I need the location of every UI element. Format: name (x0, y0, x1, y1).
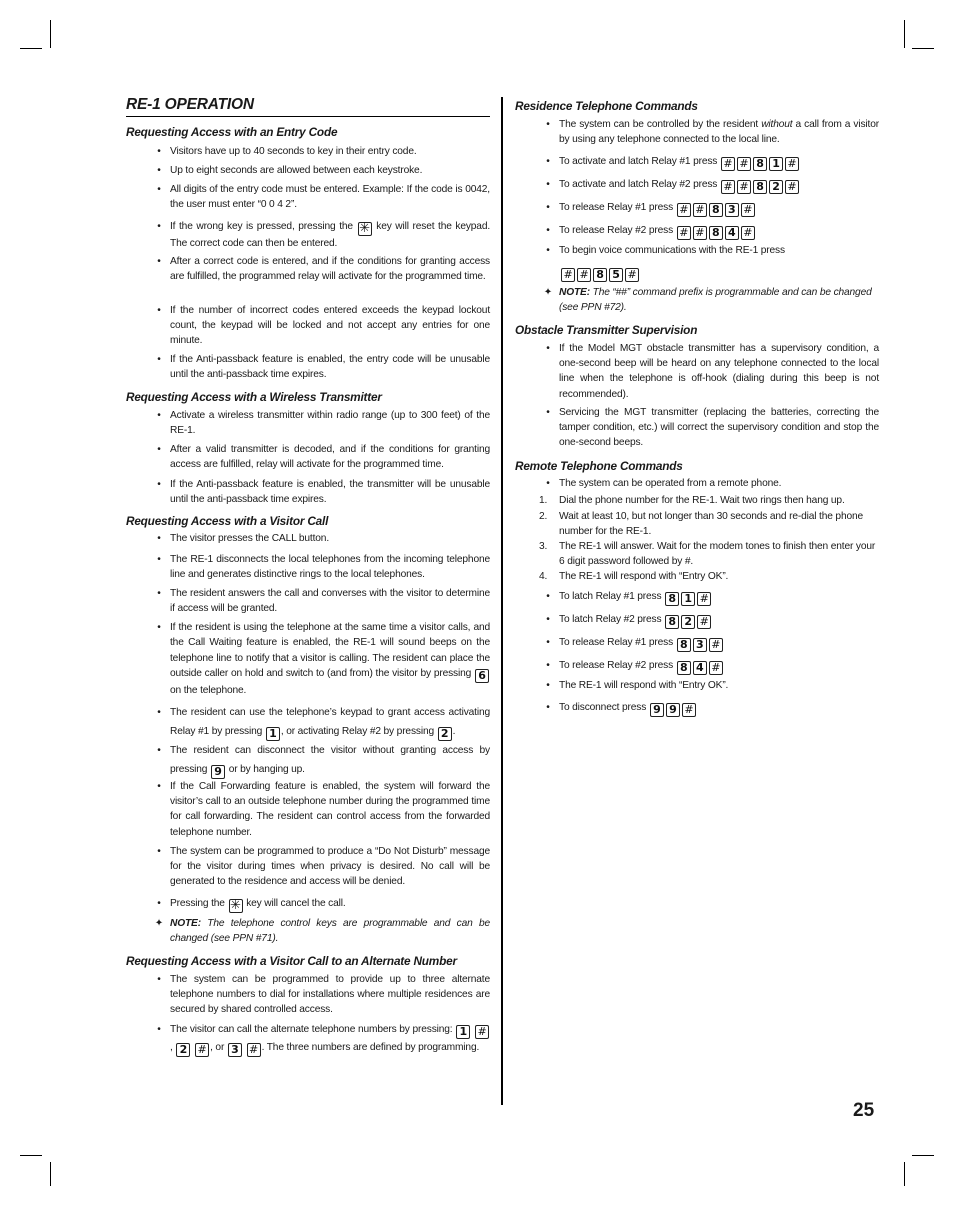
list-item: • The RE-1 will respond with “Entry OK”. (546, 680, 729, 691)
key-1-icon: 1 (266, 727, 280, 741)
key-4-icon: 4 (725, 226, 739, 240)
section-heading-alternate-number: Requesting Access with a Visitor Call to an Alternate Number (126, 954, 457, 968)
list-item: • All digits of the entry code must be entered. Example: If the code is 0042, the user must enter “0 0 4 2”. (157, 184, 490, 211)
list-item: 2. Wait at least 10, but not longer than 30 seconds and re-dial the phone number for the RE-1. (539, 511, 864, 538)
key-1-icon: 1 (681, 592, 695, 606)
list-item: 4. The RE-1 will respond with “Entry OK”. (539, 571, 729, 582)
key-2-icon: 2 (769, 180, 783, 194)
key-2-icon: 2 (438, 727, 452, 741)
list-item: • The visitor can call the alternate telephone numbers by pressing: 1 #, 2 # , or 3 # . The three numbers are defined by programming. (170, 1021, 490, 1057)
command-latch-relay-1: • To latch Relay #1 press 8 1 # (559, 589, 879, 606)
hash-key-icon: # (475, 1025, 489, 1039)
key-9-icon: 9 (666, 703, 680, 717)
key-8-icon: 8 (593, 268, 607, 282)
key-4-icon: 4 (693, 661, 707, 675)
crop-mark (20, 1155, 42, 1156)
command-activate-relay-1: • To activate and latch Relay #1 press # # 8 1 # (559, 154, 879, 171)
key-9-icon: 9 (211, 765, 225, 779)
page-number: 25 (853, 1100, 875, 1121)
command-activate-relay-2: • To activate and latch Relay #2 press # # 8 2 # (559, 177, 879, 194)
section-heading-visitor-call: Requesting Access with a Visitor Call (126, 514, 329, 528)
crop-mark (20, 48, 42, 49)
section-heading-residence-commands: Residence Telephone Commands (515, 99, 698, 113)
page-title: RE-1 OPERATION (126, 95, 490, 117)
key-1-icon: 1 (769, 157, 783, 171)
key-5-icon: 5 (609, 268, 623, 282)
list-item: • Servicing the MGT transmitter (replacing the batteries, correcting the tamper condition, etc.) will correct the supervisory condition and stop the one-second beeps. (546, 407, 879, 449)
command-release-relay-2: • To release Relay #2 press # # 8 4 # (559, 223, 879, 240)
key-6-icon: 6 (475, 669, 489, 683)
note-marker-icon: ✦ (154, 918, 164, 929)
command-release-relay-1: • To release Relay #1 press 8 3 # (559, 635, 879, 652)
list-item: • The resident can use the telephone’s keypad to grant access activating Relay #1 by pressing 1 , or activating Relay #2 by pressing 2 . (157, 707, 490, 740)
hash-key-icon: # (737, 157, 751, 171)
crop-mark (50, 20, 51, 48)
key-2-icon: 2 (681, 615, 695, 629)
key-8-icon: 8 (753, 157, 767, 171)
hash-key-icon: # (195, 1043, 209, 1057)
list-item: • The resident answers the call and converses with the visitor to determine if access will be granted. (157, 588, 490, 615)
hash-key-icon: # (709, 661, 723, 675)
key-3-icon: 3 (693, 638, 707, 652)
hash-key-icon: # (709, 638, 723, 652)
hash-key-icon: # (693, 226, 707, 240)
list-item: • Pressing the ✳ key will cancel the call. (157, 898, 346, 913)
hash-key-icon: # (737, 180, 751, 194)
list-item: • If the Model MGT obstacle transmitter has a supervisory condition, a one-second beep will be heard on any telephone connected to the local line when the telephone is off-hook (dialing during this beep is not recommended). (546, 343, 879, 400)
list-item: • If the wrong key is pressed, pressing the ✳ key will reset the keypad. The correct code can then be entered. (157, 221, 491, 249)
key-8-icon: 8 (665, 592, 679, 606)
list-item: • If the Call Forwarding feature is enabled, the system will forward the visitor’s call to an outside telephone number during the programmed time for call forwarding. The resident can control access from the forwarded telephone number. (157, 781, 490, 838)
list-item: • The system can be controlled by the resident without a call from a visitor by using any telephone connected to the local line. (546, 119, 879, 146)
crop-mark (912, 1155, 934, 1156)
list-item: • If the Anti-passback feature is enabled, the transmitter will be unusable until the anti-passback time expires. (157, 479, 490, 506)
crop-mark (912, 48, 934, 49)
list-item: • After a valid transmitter is decoded, and if the conditions for granting access are fulfilled, relay will activate for the programmed time. (157, 444, 490, 471)
key-9-icon: 9 (650, 703, 664, 717)
key-8-icon: 8 (677, 638, 691, 652)
key-2-icon: 2 (176, 1043, 190, 1057)
key-8-icon: 8 (753, 180, 767, 194)
hash-key-icon: # (625, 268, 639, 282)
list-item: • If the Anti-passback feature is enabled, the entry code will be unusable until the anti-passback time expires. (157, 354, 490, 381)
list-item: • If the number of incorrect codes entered exceeds the keypad lockout count, the keypad will be locked and not accept any entries for one minute. (157, 305, 490, 347)
key-1-icon: 1 (456, 1025, 470, 1039)
list-item: • The system can be programmed to provide up to three alternate telephone numbers to dial for installations where multiple residences are secured by shared controlled access. (157, 974, 490, 1016)
command-release-relay-1: • To release Relay #1 press # # 8 3 # (559, 200, 879, 217)
list-item: • Up to eight seconds are allowed between each keystroke. (157, 165, 423, 176)
command-voice-communications: • To begin voice communications with the RE-1 press (546, 245, 785, 256)
hash-key-icon: # (785, 157, 799, 171)
key-3-icon: 3 (725, 203, 739, 217)
note: ✦ NOTE: The telephone control keys are programmable and can be changed (see PPN #71). (154, 918, 490, 945)
list-item: • Activate a wireless transmitter within radio range (up to 300 feet) of the RE-1. (157, 410, 490, 437)
list-item: 1. Dial the phone number for the RE-1. Wait two rings then hang up. (539, 495, 845, 506)
key-3-icon: 3 (228, 1043, 242, 1057)
key-8-icon: 8 (709, 203, 723, 217)
hash-key-icon: # (785, 180, 799, 194)
command-latch-relay-2: • To latch Relay #2 press 8 2 # (559, 612, 879, 629)
list-item: • The RE-1 disconnects the local telephones from the incoming telephone line and generates distinctive rings to the local telephones. (157, 554, 490, 581)
list-item: • The system can be programmed to produce a “Do Not Disturb” message for the visitor during times when privacy is desired. No call will be generated to the residence and access will be denied. (157, 846, 490, 888)
key-8-icon: 8 (677, 661, 691, 675)
hash-key-icon: # (247, 1043, 261, 1057)
star-key-icon: ✳ (359, 221, 370, 236)
hash-key-icon: # (693, 203, 707, 217)
list-item: 3. The RE-1 will answer. Wait for the modem tones to finish then enter your 6 digit password followed by #. (539, 541, 876, 568)
hash-key-icon: # (561, 268, 575, 282)
column-divider (501, 97, 503, 1105)
hash-key-icon: # (721, 157, 735, 171)
list-item: • The resident can disconnect the visitor without granting access by pressing 9 or by hanging up. (157, 745, 490, 778)
list-item: • Visitors have up to 40 seconds to key in their entry code. (157, 146, 417, 157)
list-item: • After a correct code is entered, and if the conditions for granting access are fulfilled, the programmed relay will activate for the programmed time. (157, 256, 490, 283)
command-voice-keys (560, 265, 880, 282)
section-heading-obstacle-supervision: Obstacle Transmitter Supervision (515, 323, 698, 337)
command-disconnect: • To disconnect press 9 9 # (559, 700, 879, 717)
crop-mark (50, 1162, 51, 1186)
hash-key-icon: # (682, 703, 696, 717)
note-marker-icon: ✦ (543, 287, 553, 298)
hash-key-icon: # (721, 180, 735, 194)
star-key-icon: ✳ (230, 898, 241, 913)
section-heading-entry-code: Requesting Access with an Entry Code (126, 125, 338, 139)
key-8-icon: 8 (665, 615, 679, 629)
hash-key-icon: # (577, 268, 591, 282)
list-item: • The visitor presses the CALL button. (157, 533, 330, 544)
list-item: • The system can be operated from a remote phone. (546, 478, 782, 489)
hash-key-icon: # (741, 226, 755, 240)
hash-key-icon: # (741, 203, 755, 217)
list-item: • If the resident is using the telephone at the same time a visitor calls, and the Call Waiting feature is enabled, the RE-1 will sound beeps on the telephone line to notify that a visitor is calling. The resident can place the outside caller on hold and switch to (and from) the visitor by pressing 6 on the telephone. (157, 622, 490, 696)
hash-key-icon: # (697, 615, 711, 629)
hash-key-icon: # (677, 226, 691, 240)
command-release-relay-2: • To release Relay #2 press 8 4 # (559, 658, 879, 675)
hash-key-icon: # (697, 592, 711, 606)
section-heading-remote-commands: Remote Telephone Commands (515, 459, 683, 473)
crop-mark (904, 20, 905, 48)
section-heading-wireless: Requesting Access with a Wireless Transmitter (126, 390, 382, 404)
key-8-icon: 8 (709, 226, 723, 240)
note: ✦ NOTE: The “##” command prefix is programmable and can be changed (see PPN #72). (543, 287, 872, 314)
hash-key-icon: # (677, 203, 691, 217)
crop-mark (904, 1162, 905, 1186)
